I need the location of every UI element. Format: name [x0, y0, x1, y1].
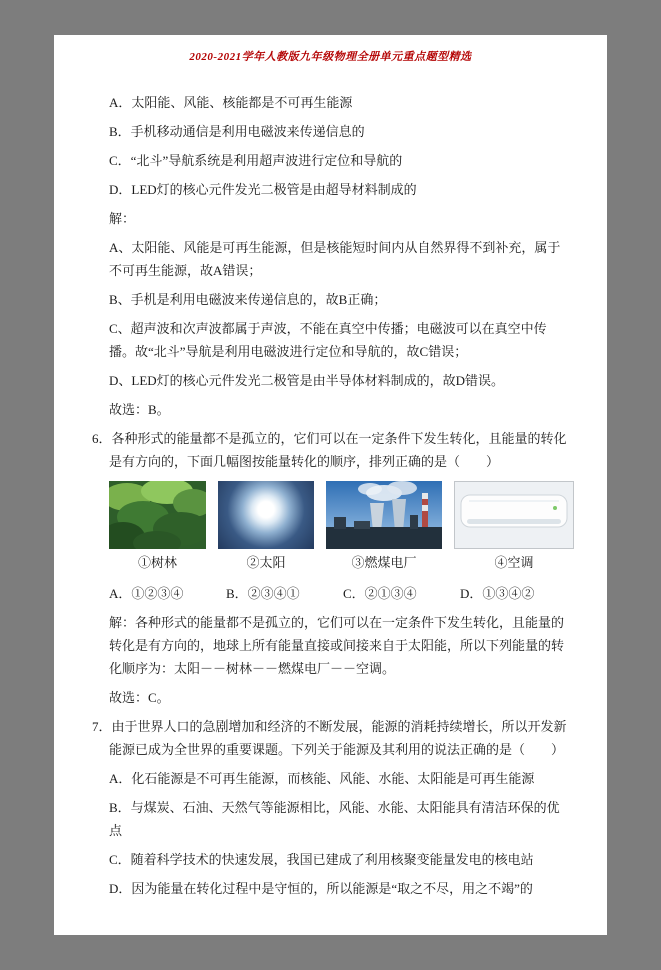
document-content [54, 64, 607, 900]
figure-forest-caption: ①树林 [137, 555, 177, 570]
q6-option-c: C．②①③④ [343, 586, 417, 601]
q5-analysis-d: D、LED灯的核心元件发光二极管是由半导体材料制成的，故D错误。 [109, 373, 505, 388]
document-page [54, 35, 607, 935]
figure-forest [109, 481, 206, 574]
q6-choice-row [109, 582, 567, 605]
q7-option-b: B．与煤炭、石油、天然气等能源相比，风能、水能、太阳能具有清洁环保的优点 [109, 800, 560, 838]
q6-analysis: 解：各种形式的能量都不是孤立的，它们可以在一定条件下发生转化，且能量的转化是有方向的，地球上所有能量直接或间接来自于太阳能，所以下列能量的转化顺序为：太阳－－树林－－燃煤电厂－－空调。 [109, 615, 565, 676]
q5-option-a: A．太阳能、风能、核能都是不可再生能源 [109, 95, 353, 110]
q5-analysis-c: C、超声波和次声波都属于声波，不能在真空中传播；电磁波可以在真空中传播。故“北斗”导航是利用电磁波进行定位和导航的，故C错误； [109, 321, 547, 359]
q5-option-c: C．“北斗”导航系统是利用超声波进行定位和导航的 [109, 153, 403, 168]
forest-image [109, 481, 206, 549]
q7-option-a: A．化石能源是不可再生能源，而核能、风能、水能、太阳能是可再生能源 [109, 771, 535, 786]
q5-analysis-b: B、手机是利用电磁波来传递信息的，故B正确； [109, 292, 387, 307]
q5-answer: 故选：B。 [109, 402, 170, 417]
air-conditioner-image [454, 481, 574, 549]
power-plant-image [326, 481, 442, 549]
q6-figures [109, 481, 567, 574]
q7-stem: 7．由于世界人口的急剧增加和经济的不断发展，能源的消耗持续增长，所以开发新能源已成为全世界的重要课题。下列关于能源及其利用的说法正确的是（ ） [92, 719, 567, 757]
q6-answer: 故选：C。 [109, 690, 170, 705]
figure-power-plant-caption: ③燃煤电厂 [351, 555, 417, 570]
document-header-title: 2020-2021学年人教版九年级物理全册单元重点题型精选 [189, 51, 472, 63]
sun-image [218, 481, 314, 549]
q6-option-a: A．①②③④ [109, 586, 184, 601]
q5-analysis-a: A、太阳能、风能是可再生能源，但是核能短时间内从自然界得不到补充，属于不可再生能源，故A错误； [109, 240, 561, 278]
q7-option-d: D．因为能量在转化过程中是守恒的，所以能源是“取之不尽，用之不竭”的 [109, 881, 533, 896]
q6-option-d: D．①③④② [460, 586, 535, 601]
figure-power-plant [326, 481, 442, 574]
figure-sun-caption: ②太阳 [246, 555, 286, 570]
q5-option-d: D．LED灯的核心元件发光二极管是由超导材料制成的 [109, 182, 417, 197]
figure-air-conditioner [454, 481, 574, 574]
figure-sun [218, 481, 314, 574]
q5-solution-label: 解： [109, 211, 136, 226]
q6-option-b: B．②③④① [226, 586, 300, 601]
q7-option-c: C．随着科学技术的快速发展，我国已建成了利用核聚变能量发电的核电站 [109, 852, 534, 867]
q5-option-b: B．手机移动通信是利用电磁波来传递信息的 [109, 124, 365, 139]
figure-air-conditioner-caption: ④空调 [494, 555, 534, 570]
q6-stem: 6．各种形式的能量都不是孤立的，它们可以在一定条件下发生转化，且能量的转化是有方向的，下面几幅图按能量转化的顺序，排列正确的是（ ） [92, 431, 567, 469]
